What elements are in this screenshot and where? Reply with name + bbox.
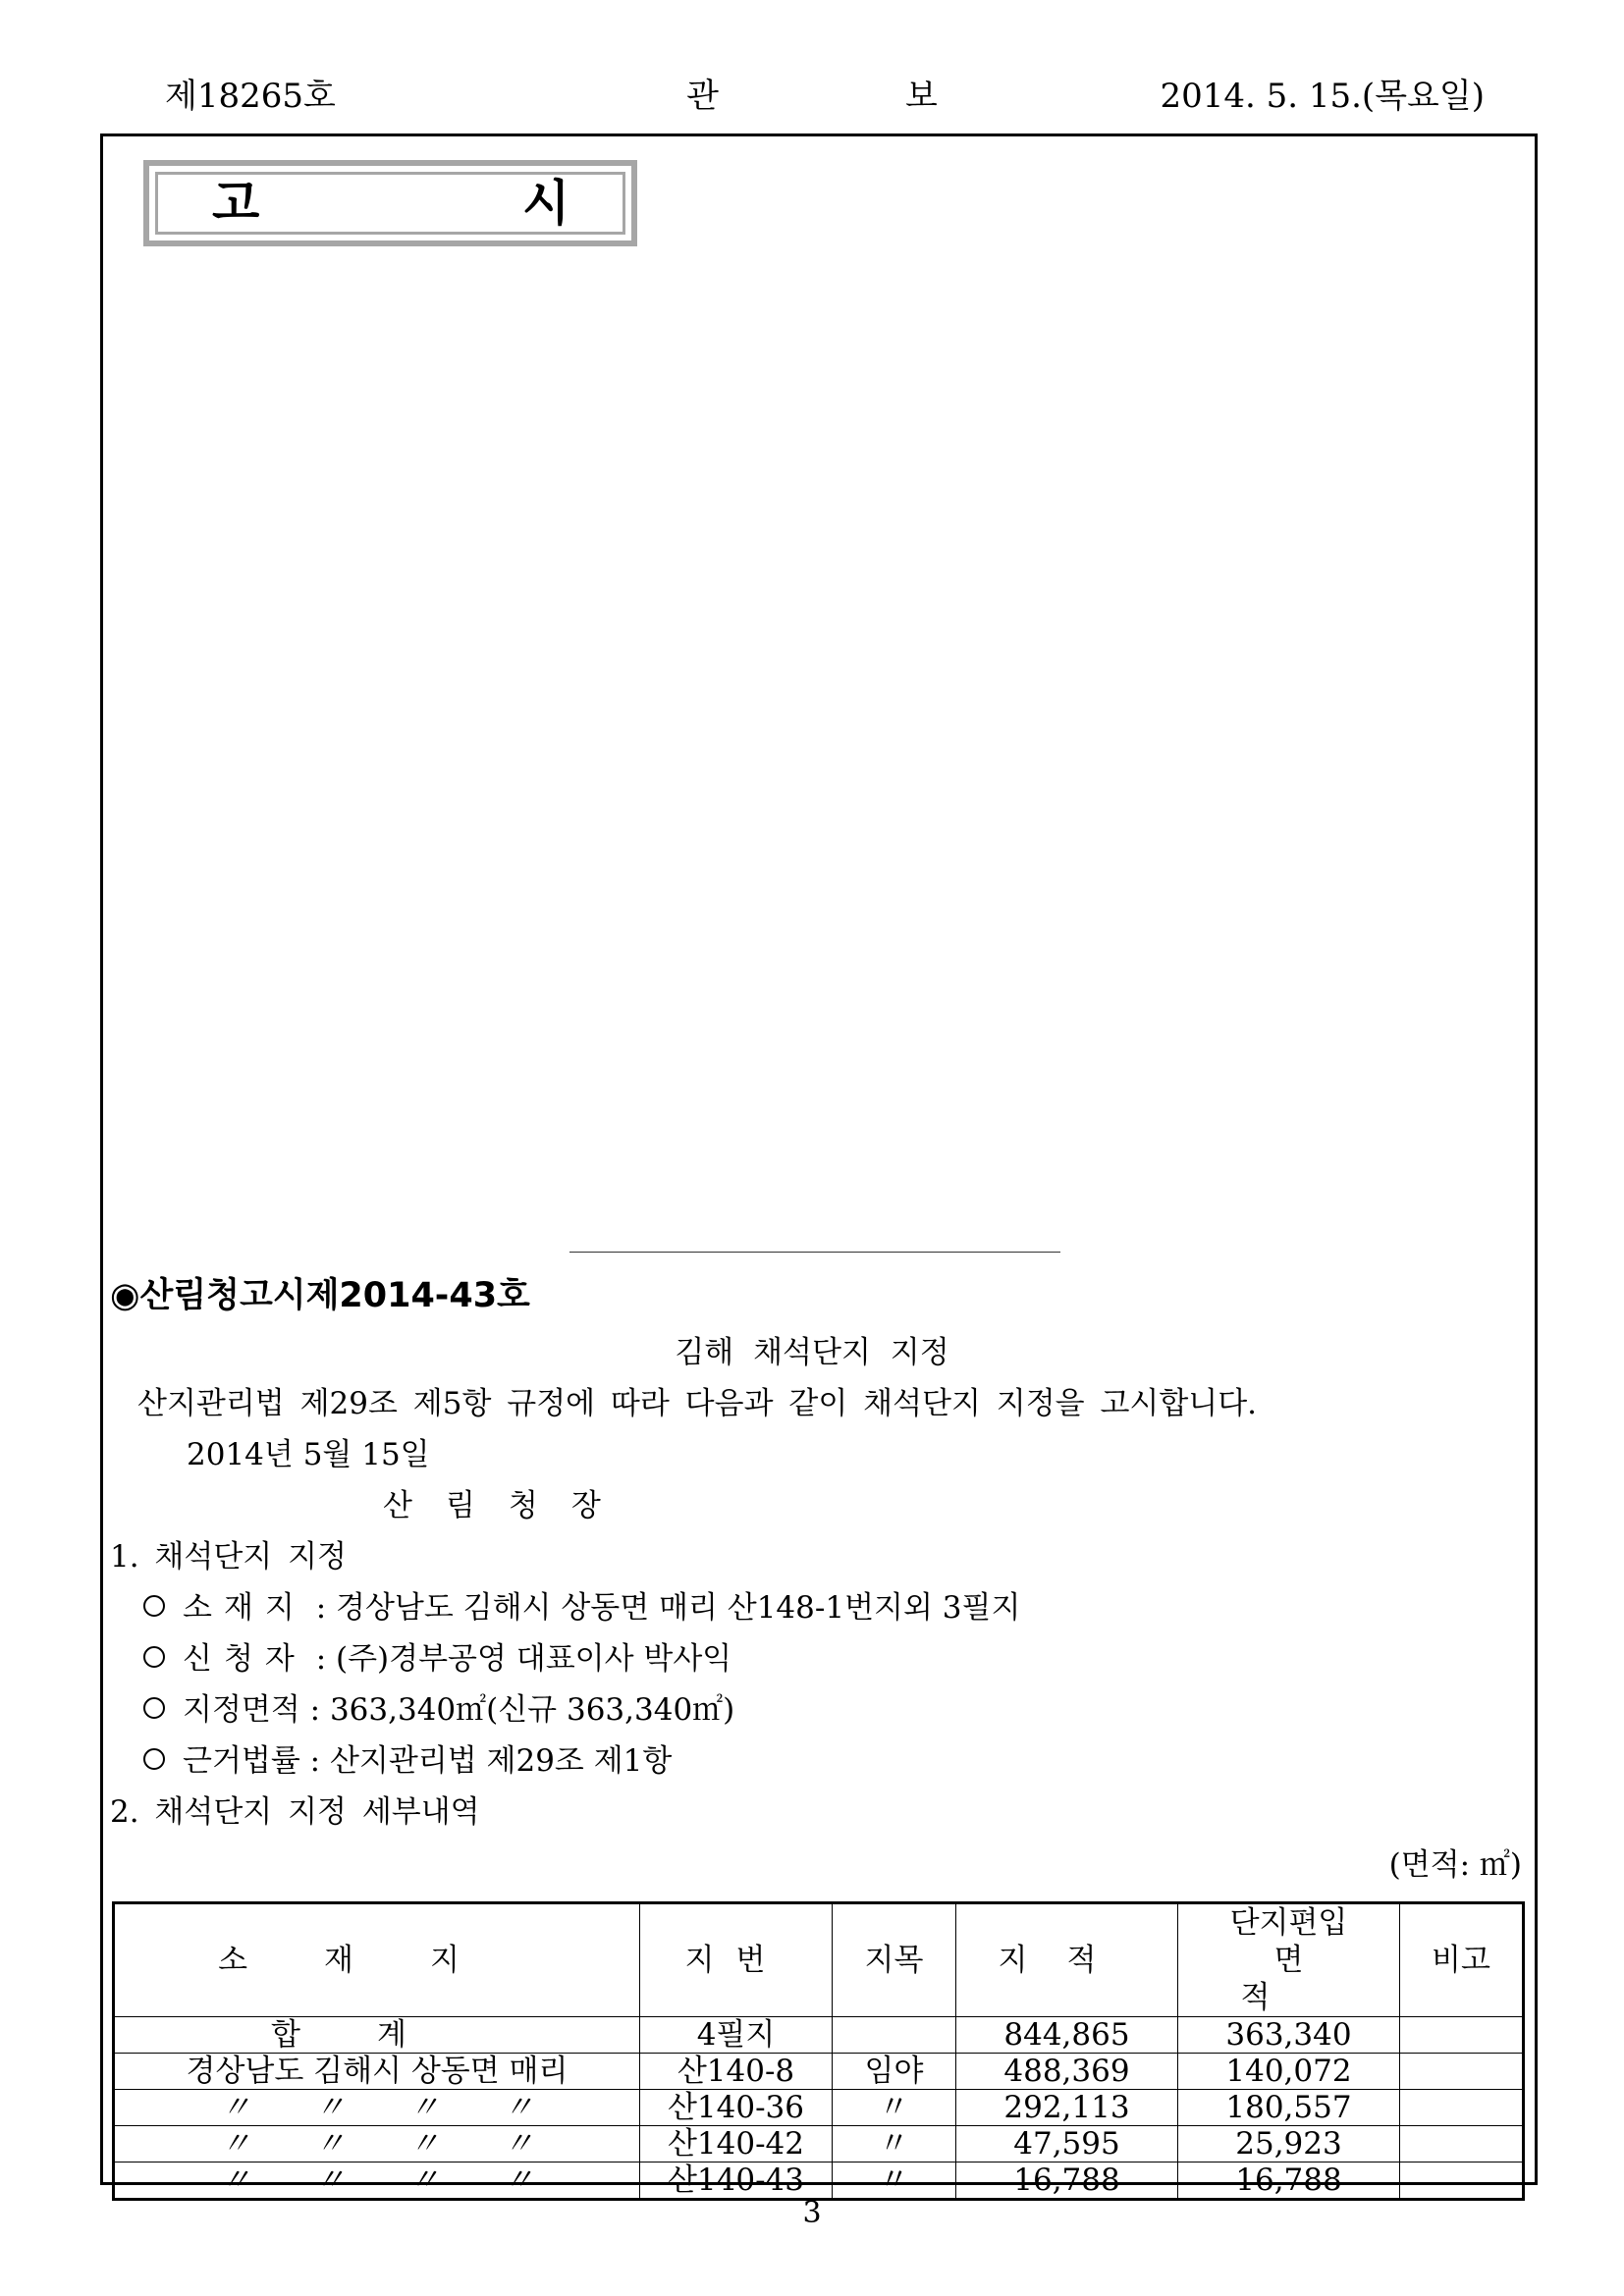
list-item-separator: :	[299, 1692, 330, 1728]
section-box-char-2: 시	[522, 175, 570, 232]
ditto-mark: 〃	[408, 2126, 440, 2162]
table-header-row	[114, 1903, 1524, 2017]
col-header-remarks: 비고	[1400, 1903, 1524, 2017]
remarks-cell	[1400, 2090, 1524, 2126]
detail-table	[112, 1901, 1525, 2201]
total-lot-cell: 4필지	[640, 2017, 833, 2054]
col-header-location	[114, 1903, 640, 2017]
notice-number: ◉산림청고시제2014-43호	[110, 1276, 530, 1315]
list-item-separator: :	[299, 1743, 330, 1779]
category-cell: 〃	[833, 2126, 956, 2163]
list-item-label: 소재지	[183, 1590, 306, 1626]
category-cell: 〃	[833, 2090, 956, 2126]
ditto-mark: 〃	[408, 2163, 440, 2198]
area-cell: 292,113	[956, 2090, 1178, 2126]
total-remarks-cell	[1400, 2017, 1524, 2054]
table-total-row	[114, 2017, 1524, 2054]
list-item-location	[143, 1589, 1020, 1627]
ditto-mark: 〃	[314, 2090, 346, 2125]
total-label-cell	[114, 2017, 640, 2054]
notice-date: 2014년 5월 15일	[187, 1437, 430, 1472]
col-header-lot	[640, 1903, 833, 2017]
col-header-lot-text: 지번	[684, 1943, 787, 1978]
total-category-cell	[833, 2017, 956, 2054]
col-header-included-line-1: 단지편입	[1229, 1905, 1348, 1941]
section-1-heading: 1. 채석단지 지정	[110, 1539, 347, 1575]
divider-line	[569, 1252, 1060, 1253]
remarks-cell	[1400, 2054, 1524, 2090]
lot-cell: 산140-43	[640, 2163, 833, 2200]
list-item-separator: :	[305, 1590, 336, 1626]
circle-bullet-icon	[143, 1595, 165, 1617]
ditto-mark: 〃	[220, 2163, 251, 2198]
gazette-title: 관보	[686, 77, 1124, 116]
included-area-cell: 16,788	[1178, 2163, 1400, 2200]
included-area-cell: 140,072	[1178, 2054, 1400, 2090]
area-cell: 16,788	[956, 2163, 1178, 2200]
col-header-area	[956, 1903, 1178, 2017]
notice-agency: 산림청장	[383, 1488, 634, 1523]
page-frame	[100, 133, 1538, 2185]
list-item-value: 경상남도 김해시 상동면 매리 산148-1번지외 3필지	[336, 1590, 1021, 1626]
lot-cell: 산140-42	[640, 2126, 833, 2163]
list-item-applicant	[143, 1640, 731, 1678]
notice-title: 김해 채석단지 지정	[675, 1335, 949, 1370]
list-item-label: 지정면적	[183, 1692, 300, 1728]
gazette-issue-number: 제18265호	[165, 77, 336, 116]
included-area-cell: 25,923	[1178, 2126, 1400, 2163]
page-number: 3	[802, 2196, 822, 2230]
section-2-heading: 2. 채석단지 지정 세부내역	[110, 1794, 480, 1830]
included-area-cell: 180,557	[1178, 2090, 1400, 2126]
ditto-mark: 〃	[314, 2126, 346, 2162]
remarks-cell	[1400, 2126, 1524, 2163]
location-cell	[114, 2126, 640, 2163]
ditto-mark: 〃	[220, 2090, 251, 2125]
list-item-legal-basis	[143, 1742, 672, 1780]
total-area-cell: 844,865	[956, 2017, 1178, 2054]
ditto-mark: 〃	[503, 2090, 534, 2125]
total-included-cell: 363,340	[1178, 2017, 1400, 2054]
list-item-value: (주)경부공영 대표이사 박사익	[336, 1641, 732, 1677]
area-cell: 47,595	[956, 2126, 1178, 2163]
col-header-area-text: 지적	[998, 1943, 1136, 1978]
col-header-included-area	[1178, 1903, 1400, 2017]
lot-cell: 산140-36	[640, 2090, 833, 2126]
ditto-mark: 〃	[220, 2126, 251, 2162]
area-cell: 488,369	[956, 2054, 1178, 2090]
ditto-mark: 〃	[503, 2126, 534, 2162]
col-header-category: 지목	[833, 1903, 956, 2017]
table-row	[114, 2090, 1524, 2126]
remarks-cell	[1400, 2163, 1524, 2200]
col-header-included-line-2: 면적	[1240, 1943, 1371, 2015]
ditto-mark: 〃	[314, 2163, 346, 2198]
section-box-char-1: 고	[212, 175, 260, 232]
list-item-separator: :	[305, 1641, 336, 1677]
total-label: 합계	[271, 2017, 483, 2053]
notice-body: 산지관리법 제29조 제5항 규정에 따라 다음과 같이 채석단지 지정을 고시합니다.	[137, 1386, 1258, 1421]
category-cell: 〃	[833, 2163, 956, 2200]
gazette-date: 2014. 5. 15.(목요일)	[1160, 77, 1485, 116]
section-box-notice	[143, 160, 637, 246]
list-item-label: 근거법률	[183, 1743, 300, 1779]
table-row	[114, 2054, 1524, 2090]
table-row	[114, 2126, 1524, 2163]
circle-bullet-icon	[143, 1646, 165, 1668]
ditto-mark: 〃	[408, 2090, 440, 2125]
location-cell	[114, 2163, 640, 2200]
unit-note: (면적: ㎡)	[1388, 1847, 1522, 1883]
list-item-value: 산지관리법 제29조 제1항	[329, 1743, 673, 1779]
table-row	[114, 2163, 1524, 2200]
circle-bullet-icon	[143, 1748, 165, 1770]
col-header-location-text: 소재지	[218, 1943, 536, 1978]
list-item-value: 363,340㎡(신규 363,340㎡)	[329, 1692, 735, 1728]
location-cell: 경상남도 김해시 상동면 매리	[114, 2054, 640, 2090]
list-item-label: 신청자	[183, 1641, 306, 1677]
circle-bullet-icon	[143, 1697, 165, 1719]
location-cell	[114, 2090, 640, 2126]
category-cell: 임야	[833, 2054, 956, 2090]
list-item-designated-area	[143, 1691, 734, 1729]
lot-cell: 산140-8	[640, 2054, 833, 2090]
ditto-mark: 〃	[503, 2163, 534, 2198]
